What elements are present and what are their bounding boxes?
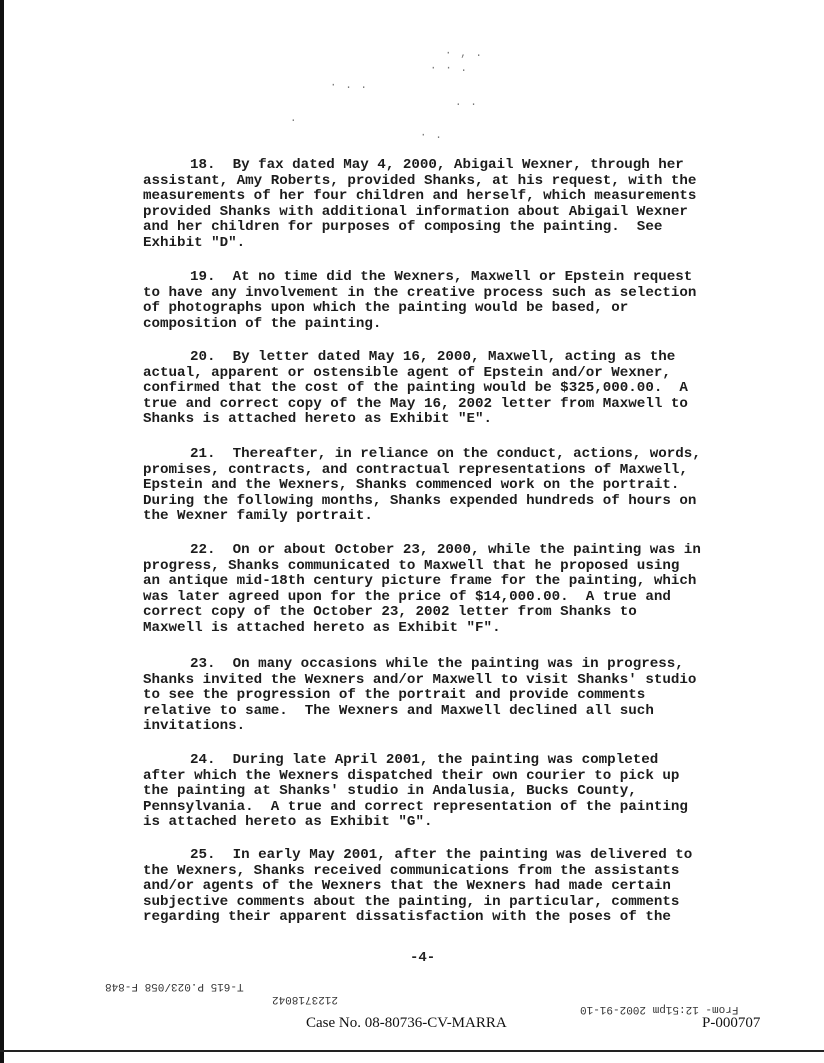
paragraph-line: subjective comments about the painting, in particular, comments xyxy=(143,893,680,910)
paragraph-22 xyxy=(143,543,733,637)
paragraph-line: Pennsylvania. A true and correct representation of the painting xyxy=(143,798,688,815)
paragraph-line: relative to same. The Wexners and Maxwell declined all such xyxy=(143,702,654,719)
paragraph-24 xyxy=(143,753,733,831)
case-number: Case No. 08-80736-CV-MARRA xyxy=(306,1015,507,1031)
paragraph-line: During the following months, Shanks expended hundreds of hours on xyxy=(143,492,697,509)
paragraph-line: 20. By letter dated May 16, 2000, Maxwell, acting as the xyxy=(190,349,676,365)
paragraph-line: confirmed that the cost of the painting would be $325,000.00. A xyxy=(143,380,688,397)
paragraph-line: true and correct copy of the May 16, 2002 letter from Maxwell to xyxy=(143,395,688,412)
paragraph-18 xyxy=(143,158,733,252)
fax-footer-right: From- 12:51pm 2002-91-10 xyxy=(580,1003,739,1015)
fax-footer-left: T-615 P.023/058 F-848 xyxy=(105,980,244,992)
paragraph-line: 24. During late April 2001, the painting was completed xyxy=(190,752,659,768)
paragraph-line: is attached hereto as Exhibit "G". xyxy=(143,814,433,831)
paragraph-25 xyxy=(143,848,733,926)
paragraph-line: actual, apparent or ostensible agent of Epstein and/or Wexner, xyxy=(143,364,671,381)
paragraph-line: 21. Thereafter, in reliance on the conduct, actions, words, xyxy=(190,446,701,462)
header-noise: . xyxy=(290,113,298,125)
paragraph-line: 25. In early May 2001, after the painting was delivered to xyxy=(190,847,693,863)
paragraph-line: the Wexner family portrait. xyxy=(143,508,373,525)
paragraph-line: after which the Wexners dispatched their own courier to pick up xyxy=(143,767,680,784)
paragraph-line: 18. By fax dated May 4, 2000, Abigail Wexner, through her xyxy=(190,157,684,173)
paragraph-line: Maxwell is attached hereto as Exhibit "F". xyxy=(143,619,501,636)
paragraph-line: the Wexners, Shanks received communications from the assistants xyxy=(143,862,680,879)
paragraph-line: of photographs upon which the painting would be based, or xyxy=(143,300,629,317)
header-noise: · , . xyxy=(445,48,484,60)
paragraph-line: invitations. xyxy=(143,718,246,735)
paragraph-line: was later agreed upon for the price of $14,000.00. A true and xyxy=(143,588,671,605)
paragraph-line: an antique mid-18th century picture frame for the painting, which xyxy=(143,573,697,590)
paragraph-line: Exhibit "D". xyxy=(143,234,246,251)
header-noise: · . xyxy=(420,130,443,142)
scan-edge-bottom xyxy=(0,1050,824,1052)
paragraph-line: assistant, Amy Roberts, provided Shanks, at his request, with the xyxy=(143,172,697,189)
page-number: -4- xyxy=(410,950,436,966)
paragraph-line: 23. On many occasions while the painting was in progress, xyxy=(190,656,684,672)
paragraph-line: to see the progression of the portrait and provide comments xyxy=(143,687,646,704)
paragraph-line: progress, Shanks communicated to Maxwell that he proposed using xyxy=(143,557,680,574)
paragraph-line: 22. On or about October 23, 2000, while the painting was in xyxy=(190,542,701,558)
paragraph-line: to have any involvement in the creative process such as selection xyxy=(143,284,697,301)
fax-footer-middle: 2123718042 xyxy=(272,993,339,1005)
paragraph-line: and/or agents of the Wexners that the Wexners had made certain xyxy=(143,878,671,895)
paragraph-21 xyxy=(143,447,733,525)
paragraph-line: the painting at Shanks' studio in Andalusia, Bucks County, xyxy=(143,783,637,800)
paragraph-line: measurements of her four children and herself, which measurements xyxy=(143,188,697,205)
paragraph-line: composition of the painting. xyxy=(143,315,382,332)
paragraph-line: correct copy of the October 23, 2002 letter from Shanks to xyxy=(143,604,637,621)
bates-number: P-000707 xyxy=(702,1015,761,1031)
scan-edge-left xyxy=(0,0,4,1063)
paragraph-line: promises, contracts, and contractual representations of Maxwell, xyxy=(143,461,688,478)
paragraph-line: provided Shanks with additional information about Abigail Wexner xyxy=(143,203,688,220)
header-noise: . . xyxy=(455,97,478,109)
header-noise: · . . xyxy=(330,80,369,92)
paragraph-20 xyxy=(143,350,733,428)
paragraph-23 xyxy=(143,657,733,735)
paragraph-line: 19. At no time did the Wexners, Maxwell or Epstein request xyxy=(190,269,693,285)
paragraph-19 xyxy=(143,270,733,332)
paragraph-line: and her children for purposes of composing the painting. See xyxy=(143,219,663,236)
header-noise: · · . xyxy=(430,63,469,75)
paragraph-line: Epstein and the Wexners, Shanks commenced work on the portrait. xyxy=(143,477,680,494)
paragraph-line: Shanks invited the Wexners and/or Maxwell to visit Shanks' studio xyxy=(143,671,697,688)
paragraph-line: Shanks is attached hereto as Exhibit "E". xyxy=(143,411,493,428)
paragraph-line: regarding their apparent dissatisfaction with the poses of the xyxy=(143,909,671,926)
